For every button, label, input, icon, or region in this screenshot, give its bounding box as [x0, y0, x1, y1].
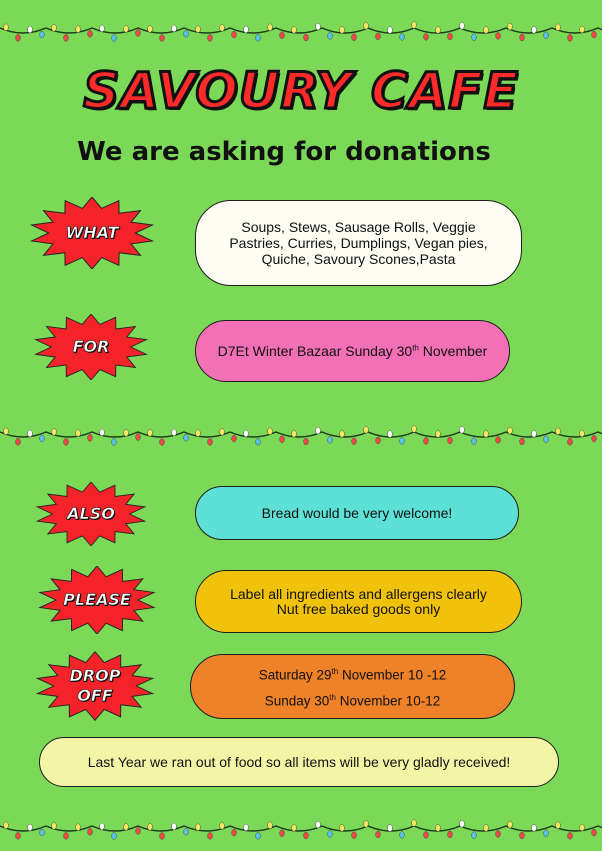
light-bulb-icon [124, 430, 129, 437]
light-bulb-icon [244, 824, 249, 831]
light-bulb-icon [280, 32, 285, 39]
light-bulb-icon [268, 822, 273, 829]
light-bulb-icon [220, 429, 225, 436]
please-line-1: Label all ingredients and allergens clearly [230, 585, 487, 602]
light-bulb-icon [172, 25, 177, 32]
light-bulb-icon [64, 35, 69, 42]
light-bulb-icon [52, 429, 57, 436]
light-bulb-icon [448, 437, 453, 444]
light-bulb-icon [112, 439, 117, 446]
light-bulb-icon [220, 823, 225, 830]
light-bulb-icon [592, 31, 597, 38]
light-bulb-icon [508, 821, 513, 828]
light-bulb-icon [436, 431, 441, 438]
light-bulb-icon [100, 823, 105, 830]
light-bulb-icon [460, 22, 465, 29]
light-bulb-icon [316, 427, 321, 434]
light-bulb-icon [424, 438, 429, 445]
light-bulb-icon [40, 435, 45, 442]
light-bulb-icon [532, 824, 537, 831]
light-bulb-icon [472, 438, 477, 445]
burst-also [32, 482, 150, 546]
light-bulb-icon [280, 830, 285, 837]
light-bulb-icon [112, 35, 117, 42]
light-bulb-icon [484, 825, 489, 832]
light-bulb-icon [580, 430, 585, 437]
light-bulb-icon [76, 430, 81, 437]
light-bulb-icon [592, 829, 597, 836]
light-bulb-icon [136, 828, 141, 835]
light-bulb-icon [16, 34, 21, 41]
light-bulb-icon [316, 821, 321, 828]
light-bulb-icon [136, 30, 141, 37]
light-bulb-icon [352, 34, 357, 41]
light-bulb-icon [436, 825, 441, 832]
light-bulb-icon [256, 832, 261, 839]
light-bulb-icon [40, 31, 45, 38]
light-bulb-icon [76, 26, 81, 33]
light-bulb-icon [184, 30, 189, 37]
light-bulb-icon [496, 831, 501, 838]
for-pill [195, 320, 510, 382]
light-bulb-icon [64, 833, 69, 840]
light-bulb-icon [100, 25, 105, 32]
burst-label: ALSO [67, 504, 115, 523]
what-line-2: Pastries, Curries, Dumplings, Vegan pies, [229, 235, 488, 251]
light-bulb-icon [352, 832, 357, 839]
light-bulb-icon [160, 35, 165, 42]
light-bulb-icon [160, 439, 165, 446]
light-bulb-icon [184, 828, 189, 835]
page-subtitle: We are asking for donations [77, 137, 491, 167]
light-bulb-icon [196, 430, 201, 437]
light-bulb-icon [160, 833, 165, 840]
light-bulb-icon [388, 27, 393, 34]
light-bulb-icon [292, 824, 297, 831]
light-bulb-icon [460, 820, 465, 827]
light-bulb-icon [364, 426, 369, 433]
light-bulb-icon [448, 831, 453, 838]
burst-label: FOR [72, 337, 110, 356]
burst-label: WHAT [65, 223, 119, 242]
light-bulb-icon [340, 825, 345, 832]
light-bulb-icon [580, 26, 585, 33]
light-bulb-icon [232, 435, 237, 442]
light-bulb-icon [88, 828, 93, 835]
please-pill [195, 570, 522, 633]
light-bulb-icon [268, 428, 273, 435]
light-bulb-icon [4, 24, 9, 31]
light-bulb-icon [400, 832, 405, 839]
light-bulb-icon [556, 822, 561, 829]
light-bulb-icon [424, 832, 429, 839]
string-lights-bottom [0, 814, 602, 844]
footer-pill [39, 737, 559, 787]
string-lights-middle [0, 420, 602, 450]
light-bulb-icon [196, 26, 201, 33]
light-bulb-icon [16, 832, 21, 839]
burst-label: PLEASE [63, 590, 131, 609]
light-bulb-icon [100, 429, 105, 436]
also-pill [195, 486, 519, 540]
light-bulb-icon [412, 22, 417, 29]
light-bulb-icon [208, 833, 213, 840]
light-bulb-icon [472, 34, 477, 41]
light-bulb-icon [256, 34, 261, 41]
light-bulb-icon [532, 26, 537, 33]
light-bulb-icon [556, 428, 561, 435]
light-bulb-icon [376, 33, 381, 40]
light-bulb-icon [556, 24, 561, 31]
for-line: D7Et Winter Bazaar Sunday 30th November [217, 343, 488, 359]
light-bulb-icon [304, 438, 309, 445]
light-bulb-icon [196, 824, 201, 831]
light-bulb-icon [304, 34, 309, 41]
light-bulb-icon [28, 26, 33, 33]
light-bulb-icon [340, 431, 345, 438]
light-bulb-icon [208, 439, 213, 446]
drop-off-pill [190, 654, 515, 719]
light-bulb-icon [148, 824, 153, 831]
light-bulb-icon [184, 434, 189, 441]
light-bulb-icon [244, 26, 249, 33]
light-bulb-icon [400, 34, 405, 41]
light-bulb-icon [364, 820, 369, 827]
drop-off-line-2: Sunday 30th November 10-12 [264, 692, 441, 708]
light-bulb-icon [16, 438, 21, 445]
also-line: Bread would be very welcome! [261, 505, 453, 521]
light-bulb-icon [232, 31, 237, 38]
light-bulb-icon [172, 429, 177, 436]
footer-text: Last Year we ran out of food so all items will be very gladly received! [87, 754, 511, 770]
light-bulb-icon [436, 27, 441, 34]
light-bulb-icon [376, 437, 381, 444]
burst-please [35, 566, 159, 634]
light-bulb-icon [148, 430, 153, 437]
light-bulb-icon [544, 436, 549, 443]
light-bulb-icon [4, 428, 9, 435]
light-bulb-icon [148, 26, 153, 33]
light-bulb-icon [448, 33, 453, 40]
light-bulb-icon [460, 426, 465, 433]
light-bulb-icon [4, 822, 9, 829]
light-bulb-icon [544, 830, 549, 837]
what-pill [195, 200, 522, 286]
light-bulb-icon [256, 438, 261, 445]
light-bulb-icon [316, 23, 321, 30]
burst-what [30, 197, 154, 269]
light-bulb-icon [28, 824, 33, 831]
light-bulb-icon [580, 824, 585, 831]
light-bulb-icon [328, 33, 333, 40]
light-bulb-icon [520, 438, 525, 445]
burst-drop-off [36, 650, 154, 722]
light-bulb-icon [232, 829, 237, 836]
light-bulb-icon [88, 434, 93, 441]
light-bulb-icon [244, 430, 249, 437]
light-bulb-icon [592, 435, 597, 442]
light-bulb-icon [28, 430, 33, 437]
light-bulb-icon [64, 439, 69, 446]
cafe-title: SAVOURY CAFE [83, 62, 519, 120]
light-bulb-icon [172, 823, 177, 830]
light-bulb-icon [388, 825, 393, 832]
light-bulb-icon [364, 22, 369, 29]
light-bulb-icon [304, 832, 309, 839]
light-bulb-icon [508, 23, 513, 30]
light-bulb-icon [496, 437, 501, 444]
light-bulb-icon [76, 824, 81, 831]
light-bulb-icon [292, 26, 297, 33]
light-bulb-icon [88, 30, 93, 37]
light-bulb-icon [268, 24, 273, 31]
light-bulb-icon [220, 25, 225, 32]
light-bulb-icon [376, 831, 381, 838]
burst-for [31, 314, 151, 380]
what-line-1: Soups, Stews, Sausage Rolls, Veggie [241, 219, 476, 235]
drop-off-line-1: Saturday 29th November 10 -12 [258, 667, 447, 683]
burst-label: DROP OFF [69, 666, 121, 705]
light-bulb-icon [124, 824, 129, 831]
light-bulb-icon [52, 823, 57, 830]
string-lights-top [0, 16, 602, 46]
light-bulb-icon [568, 438, 573, 445]
light-bulb-icon [412, 426, 417, 433]
light-bulb-icon [484, 431, 489, 438]
light-bulb-icon [124, 26, 129, 33]
light-bulb-icon [388, 431, 393, 438]
light-bulb-icon [484, 27, 489, 34]
light-bulb-icon [112, 833, 117, 840]
light-bulb-icon [136, 434, 141, 441]
light-bulb-icon [328, 831, 333, 838]
light-bulb-icon [472, 832, 477, 839]
light-bulb-icon [280, 436, 285, 443]
light-bulb-icon [568, 34, 573, 41]
light-bulb-icon [568, 832, 573, 839]
light-bulb-icon [208, 35, 213, 42]
light-bulb-icon [496, 33, 501, 40]
light-bulb-icon [424, 34, 429, 41]
light-bulb-icon [328, 437, 333, 444]
light-bulb-icon [520, 832, 525, 839]
light-bulb-icon [40, 829, 45, 836]
light-bulb-icon [508, 427, 513, 434]
light-bulb-icon [52, 25, 57, 32]
light-bulb-icon [412, 820, 417, 827]
light-bulb-icon [292, 430, 297, 437]
what-line-3: Quiche, Savoury Scones,Pasta [261, 251, 456, 267]
light-bulb-icon [340, 27, 345, 34]
light-bulb-icon [352, 438, 357, 445]
light-bulb-icon [520, 34, 525, 41]
light-bulb-icon [544, 32, 549, 39]
light-bulb-icon [400, 438, 405, 445]
light-bulb-icon [532, 430, 537, 437]
please-line-2: Nut free baked goods only [276, 600, 441, 617]
